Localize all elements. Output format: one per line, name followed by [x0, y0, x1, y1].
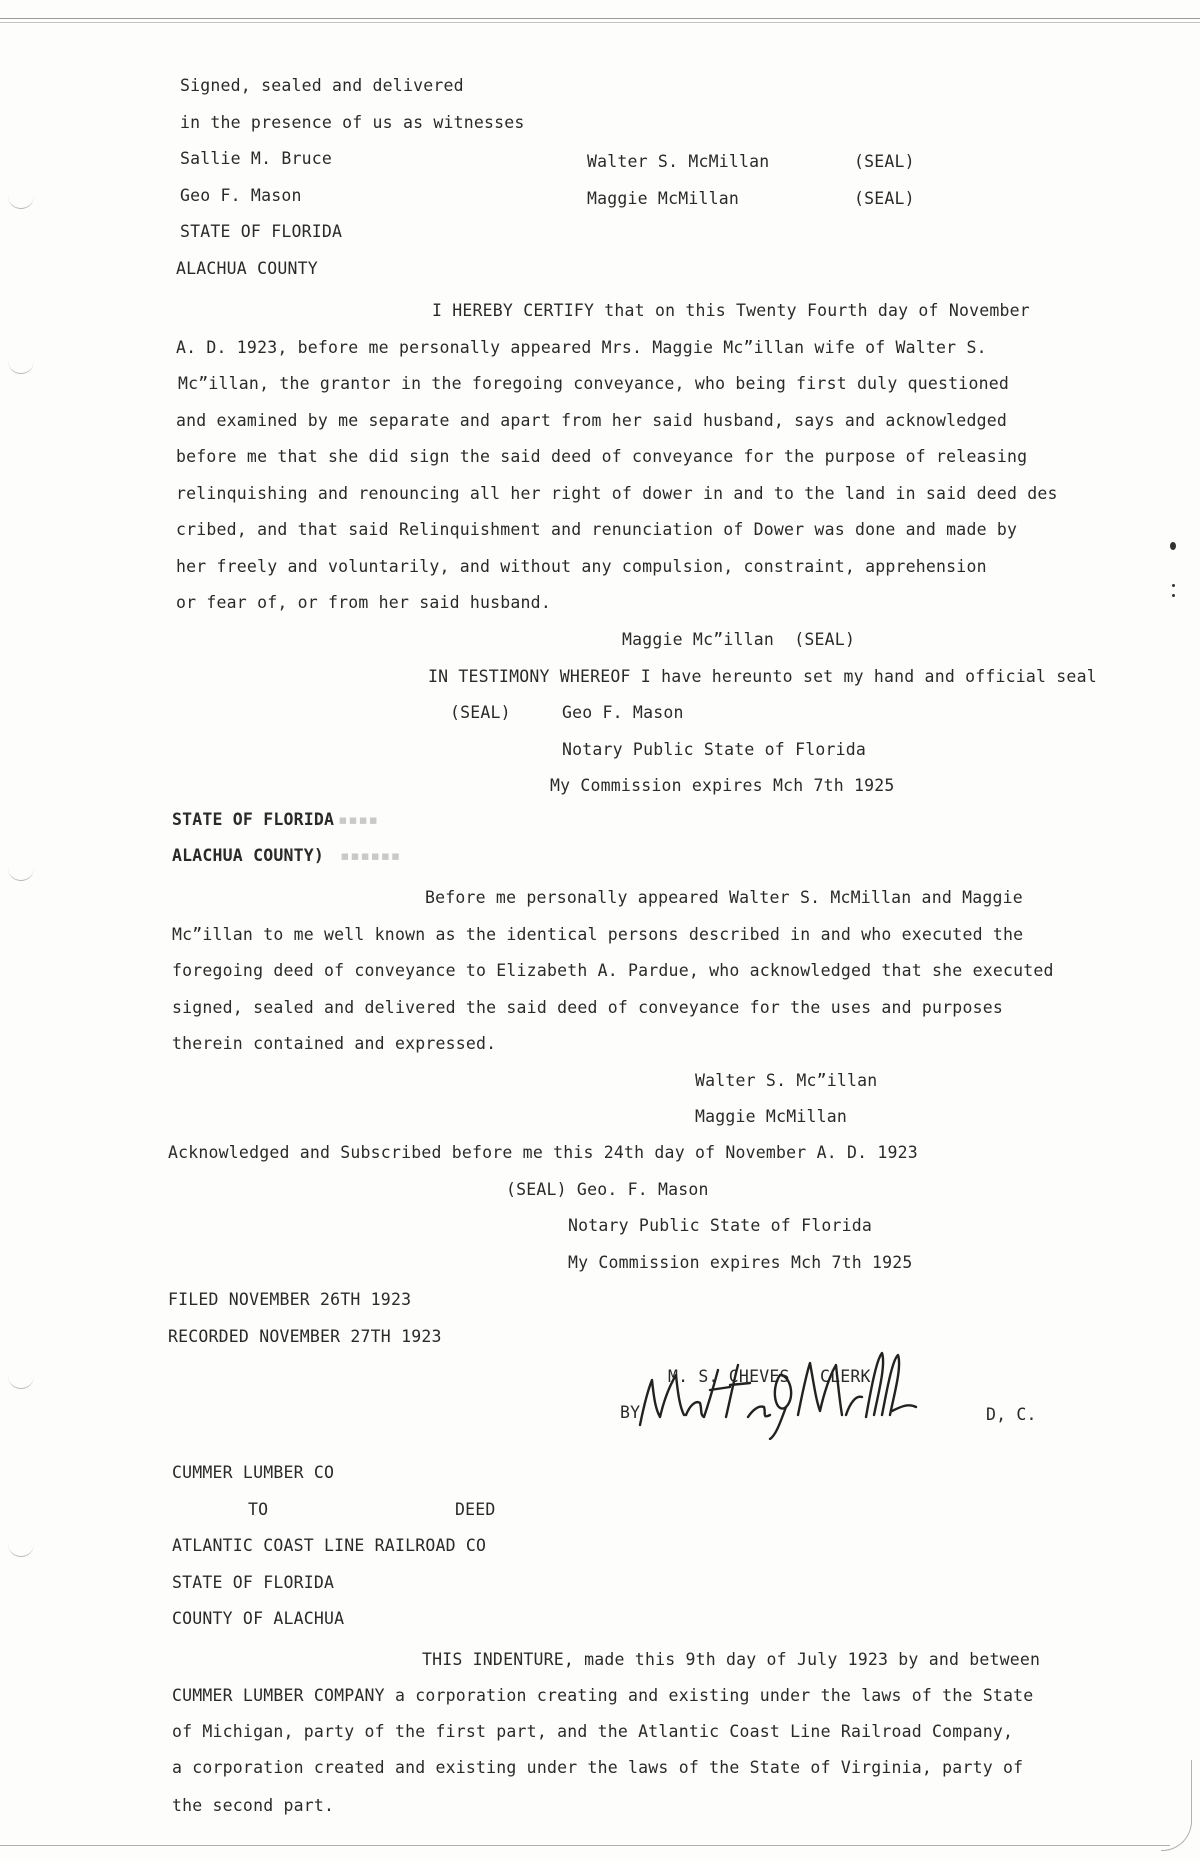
witness-line-1: Signed, sealed and delivered	[180, 76, 464, 95]
deed2-line: of Michigan, party of the first part, and the Atlantic Coast Line Railroad Company,	[172, 1722, 1014, 1741]
deed2-grantee: ATLANTIC COAST LINE RAILROAD CO	[172, 1536, 487, 1555]
deed2-grantor: CUMMER LUMBER CO	[172, 1463, 335, 1482]
filed-date: FILED NOVEMBER 26TH 1923	[168, 1290, 412, 1309]
punch-hole-mark	[8, 1538, 34, 1557]
punch-hole-mark	[8, 1370, 34, 1389]
ack-line: therein contained and expressed.	[172, 1034, 497, 1053]
certify-signature: Maggie Mc”illan (SEAL)	[622, 630, 856, 649]
ack-notary-title: Notary Public State of Florida	[568, 1216, 873, 1235]
ack-commission: My Commission expires Mch 7th 1925	[568, 1253, 913, 1272]
punch-hole-mark	[8, 190, 34, 209]
stamp-ghost-mark: ▪▪▪▪	[338, 810, 379, 829]
certify-line: or fear of, or from her said husband.	[176, 593, 551, 612]
clerk-signature-mark	[630, 1345, 920, 1440]
notary-title: Notary Public State of Florida	[562, 740, 867, 759]
ack-line: foregoing deed of conveyance to Elizabeth A. Pardue, who acknowledged that she executed	[172, 961, 1054, 980]
top-rule-secondary	[0, 22, 1200, 23]
certify-line: before me that she did sign the said deed of conveyance for the purpose of releasing	[176, 447, 1028, 466]
signer-name-1: Walter S. McMillan	[587, 152, 770, 171]
certify-line: and examined by me separate and apart from her said husband, says and acknowledged	[176, 411, 1007, 430]
deed2-line: CUMMER LUMBER COMPANY a corporation creating and existing under the laws of the State	[172, 1686, 1034, 1705]
venue2-county: ALACHUA COUNTY)	[172, 846, 325, 865]
deed2-county: COUNTY OF ALACHUA	[172, 1609, 345, 1628]
ack-line: Mc”illan to me well known as the identical persons described in and who executed the	[172, 925, 1024, 944]
deputy-clerk: D, C.	[986, 1405, 1037, 1424]
certify-line: Mc”illan, the grantor in the foregoing conveyance, who being first duly questioned	[178, 374, 1009, 393]
deed2-line: the second part.	[172, 1796, 335, 1815]
notary-name: Geo F. Mason	[562, 703, 684, 722]
ack-signer-2: Maggie McMillan	[695, 1107, 848, 1126]
margin-mark	[1172, 594, 1175, 597]
margin-mark	[1172, 584, 1175, 587]
deed2-line: THIS INDENTURE, made this 9th day of July 1923 by and between	[422, 1650, 1041, 1669]
bottom-rule	[0, 1845, 1170, 1846]
stamp-ghost-mark: ▪▪▪▪▪▪	[340, 846, 401, 865]
ack-signer-1: Walter S. Mc”illan	[695, 1071, 878, 1090]
venue2-state: STATE OF FLORIDA	[172, 810, 335, 829]
certify-line: relinquishing and renouncing all her right of dower in and to the land in said deed des	[176, 484, 1058, 503]
clerk-name: M. S. CHEVES CLERK	[668, 1367, 871, 1386]
punch-hole-mark	[8, 355, 34, 374]
seal-1: (SEAL)	[854, 152, 915, 171]
venue-state: STATE OF FLORIDA	[180, 222, 343, 241]
recorded-date: RECORDED NOVEMBER 27TH 1923	[168, 1327, 442, 1346]
deed2-type: DEED	[455, 1500, 496, 1519]
ack-line: Before me personally appeared Walter S. McMillan and Maggie	[425, 888, 1023, 907]
seal-2: (SEAL)	[854, 189, 915, 208]
certify-line: her freely and voluntarily, and without any compulsion, constraint, apprehension	[176, 557, 987, 576]
deed2-line: a corporation created and existing under the laws of the State of Virginia, party of	[172, 1758, 1024, 1777]
ack-line: signed, sealed and delivered the said deed of conveyance for the uses and purposes	[172, 998, 1003, 1017]
ack-notary: (SEAL) Geo. F. Mason	[506, 1180, 709, 1199]
witness-name-1: Sallie M. Bruce	[180, 149, 333, 168]
certify-line: I HEREBY CERTIFY that on this Twenty Fourth day of November	[432, 301, 1030, 320]
notary-commission: My Commission expires Mch 7th 1925	[550, 776, 895, 795]
ack-subscribed: Acknowledged and Subscribed before me this 24th day of November A. D. 1923	[168, 1143, 918, 1162]
certify-line: cribed, and that said Relinquishment and renunciation of Dower was done and made by	[176, 520, 1018, 539]
certify-line: A. D. 1923, before me personally appeared Mrs. Maggie Mc”illan wife of Walter S.	[176, 338, 987, 357]
deed2-state: STATE OF FLORIDA	[172, 1573, 335, 1592]
witness-line-2: in the presence of us as witnesses	[180, 113, 525, 132]
deed2-to: TO	[248, 1500, 269, 1519]
top-rule	[0, 18, 1200, 19]
page-edge-curve	[1161, 1760, 1192, 1851]
venue-county: ALACHUA COUNTY	[176, 259, 318, 278]
punch-hole-mark	[8, 862, 34, 881]
margin-mark	[1170, 542, 1176, 550]
notary-seal: (SEAL)	[450, 703, 511, 722]
witness-name-2: Geo F. Mason	[180, 186, 302, 205]
signer-name-2: Maggie McMillan	[587, 189, 740, 208]
clerk-by: BY	[620, 1403, 641, 1422]
testimony-line: IN TESTIMONY WHEREOF I have hereunto set my hand and official seal	[428, 667, 1097, 686]
